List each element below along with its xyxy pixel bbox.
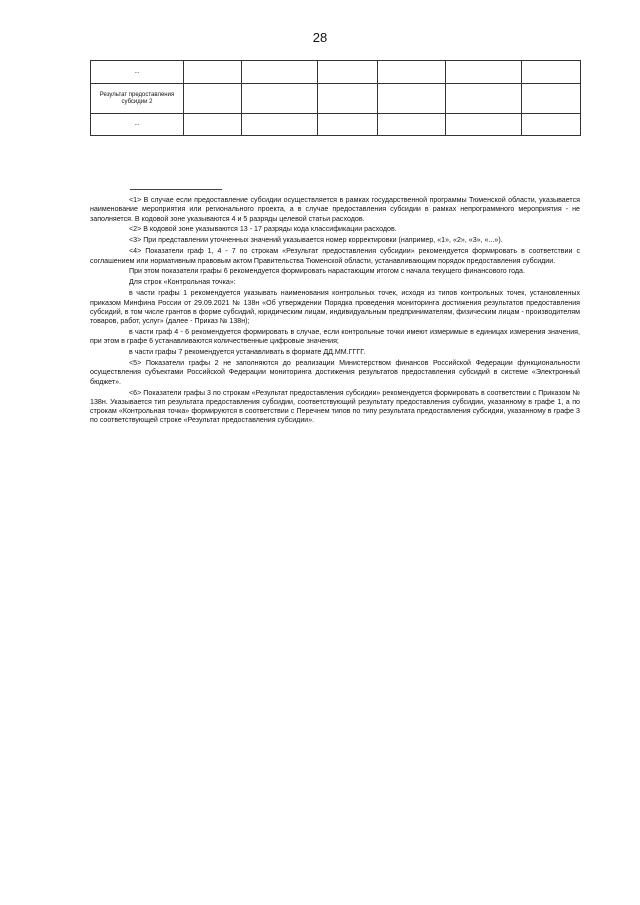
footnote-paragraph: в части граф 4 - 6 рекомендуется формировать в случае, если контрольные точки имеют измеримые в единицах измерения значения, при этом в графе 6 устанавливаются количественные цифровые значения; <box>90 328 580 346</box>
table-row <box>91 61 581 84</box>
table-cell <box>522 84 581 114</box>
results-table <box>90 60 581 136</box>
table-cell <box>184 114 242 136</box>
table-cell <box>446 61 522 84</box>
page-number: 28 <box>312 30 328 45</box>
table-cell <box>522 114 581 136</box>
table-cell: ... <box>91 114 184 136</box>
table-cell <box>446 114 522 136</box>
table-cell <box>318 114 378 136</box>
table-cell: Результат предоставления субсидии 2 <box>91 84 184 114</box>
footnote-paragraph: Для строк «Контрольная точка»: <box>129 278 236 287</box>
footnote-2: <2> В кодовой зоне указываются 13 - 17 разряды кода классификации расходов. <box>129 225 397 234</box>
table-cell <box>242 61 318 84</box>
table-cell <box>184 84 242 114</box>
footnotes <box>90 196 580 427</box>
table-row <box>91 114 581 136</box>
table-cell <box>522 61 581 84</box>
table-cell: ... <box>91 61 184 84</box>
footnote-1: <1> В случае если предоставление субсидии осуществляется в рамках государственной программы Тюменской области, указывается наименование мероприятия или регионального проекта, а в случае предоставления субсидии в рамках непрограммного мероприятия - не заполняется. В кодовой зоне указываются 4 и 5 разряды целевой статьи расходов. <box>90 196 580 223</box>
table-cell <box>378 61 446 84</box>
footnote-paragraph: в части графы 1 рекомендуется указывать наименования контрольных точек, исходя из типов контрольных точек, установленных приказом Минфина России от 29.09.2021 № 138н «Об утверждении Порядка проведения мониторинга достижения результатов предоставления субсидий, в том числе грантов в форме субсидий, юридическим лицам, индивидуальным предпринимателям, физическим лицам - производителям товаров, работ, услуг» (далее - Приказ № 138н); <box>90 289 580 326</box>
table-cell <box>242 84 318 114</box>
table-cell <box>318 84 378 114</box>
table-cell <box>318 61 378 84</box>
footnote-4: <4> Показатели граф 1, 4 - 7 по строкам «Результат предоставления субсидии» рекомендуется формировать в соответствии с соглашением или нормативным правовым актом Правительства Тюменской области, устанавливающим порядок предоставления субсидии. <box>90 247 580 265</box>
table-row <box>91 84 581 114</box>
table-cell <box>378 114 446 136</box>
footnote-separator <box>130 189 222 190</box>
table-cell <box>242 114 318 136</box>
footnote-6: <6> Показатели графы 3 по строкам «Результат предоставления субсидии» рекомендуется формировать в соответствии с Приказом № 138н. Указывается тип результата предоставления субсидии, соответствующий результату предоставления субсидии, указанному в графе 1, а по строкам «Контрольная точка» формируются в соответствии с Перечнем типов по типу результата предоставления субсидии, указанному в графе 3 по соответствующей строке «Результат предоставления субсидии». <box>90 388 580 425</box>
table-cell <box>184 61 242 84</box>
footnote-5: <5> Показатели графы 2 не заполняются до реализации Министерством финансов Российской Федерации функциональности осуществления субъектами Российской Федерации мониторинга достижения результатов предоставления субсидий в системе «Электронный бюджет». <box>90 359 580 386</box>
footnote-paragraph: При этом показатели графы 6 рекомендуется формировать нарастающим итогом с начала текущего финансового года. <box>129 267 525 276</box>
footnote-paragraph: в части графы 7 рекомендуется устанавливать в формате ДД.ММ.ГГГГ. <box>129 348 366 357</box>
table-cell <box>446 84 522 114</box>
footnote-3: <3> При представлении уточненных значений указывается номер корректировки (например, «1», «2», «3», «...»). <box>129 236 503 245</box>
table-cell <box>378 84 446 114</box>
